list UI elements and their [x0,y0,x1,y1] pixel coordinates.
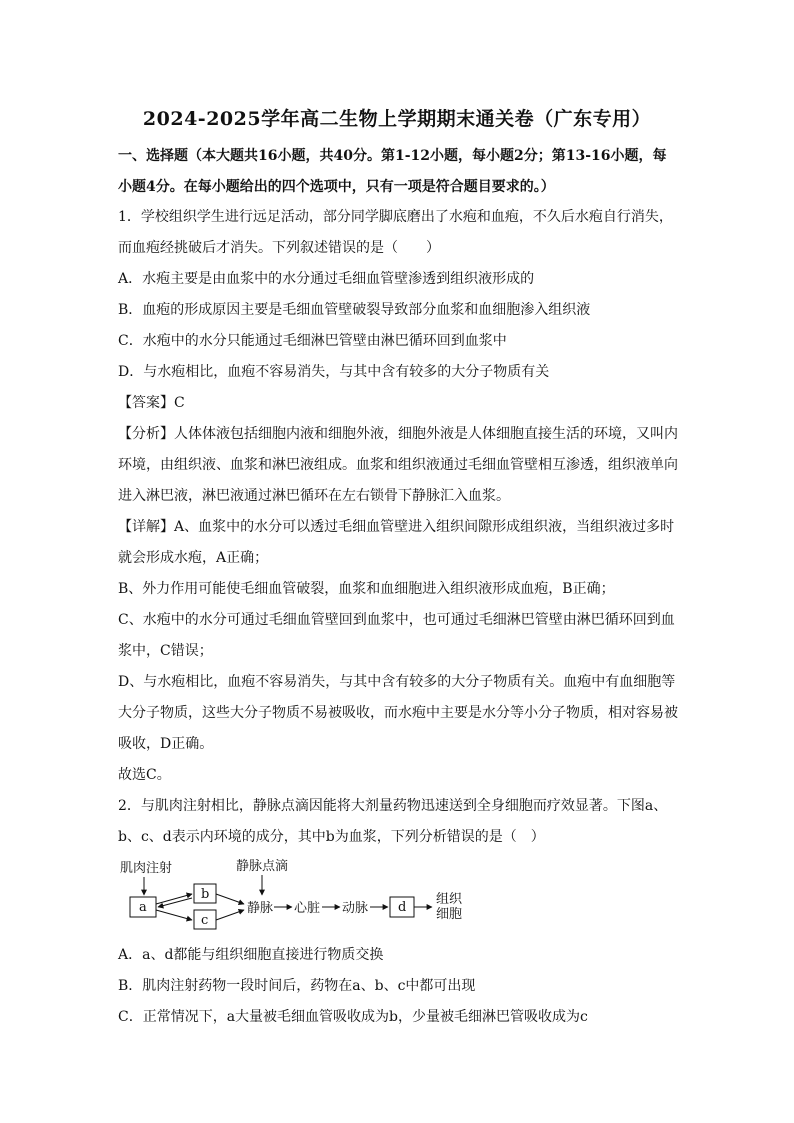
arrow-c-to-vein [216,910,244,920]
page-title: 2024-2025学年高二生物上学期期末通关卷（广东专用） [142,108,652,130]
option-b: B．肌肉注射药物一段时间后，药物在a、b、c中都可出现 [118,978,476,994]
question-stem-line: 1．学校组织学生进行远足活动，部分同学脚底磨出了水疱和血疱，不久后水疱自行消失， [118,209,673,225]
option-c: C．正常情况下，a大量被毛细血管吸收成为b，少量被毛细淋巴管吸收成为c [118,1009,588,1025]
analysis-line: 进入淋巴液，淋巴液通过淋巴循环在左右锁骨下静脉汇入血浆。 [118,488,510,504]
section-header-line: 一、选择题（本大题共16小题，共40分。第1-12小题，每小题2分；第13-16小题，每 [118,148,667,164]
detail-line: 故选C。 [118,767,171,783]
detail-line: 大分子物质，这些大分子物质不易被吸收，而水疱中主要是水分等小分子物质，相对容易被 [118,705,678,721]
detail-line: 就会形成水疱，A正确； [118,550,269,566]
question-stem-line: 而血疱经挑破后才消失。下列叙述错误的是（ ） [118,240,440,256]
arrow-b-to-vein [216,894,244,904]
vein-label: 静脉 [247,901,274,916]
arrow-a-to-c [156,910,192,920]
option-d: D．与水疱相比，血疱不容易消失，与其中含有较多的大分子物质有关 [118,364,550,380]
question-2-stem-line: b、c、d表示内环境的成分，其中b为血浆，下列分析错误的是（ ） [118,829,545,845]
detail-line: 浆中，C错误； [118,643,213,659]
option-a: A．a、d都能与组织细胞直接进行物质交换 [118,947,384,963]
box-d-label: d [398,900,407,915]
detail-line: C、水疱中的水分可通过毛细血管壁回到血浆中，也可通过毛细淋巴管壁由淋巴循环回到血 [118,612,675,628]
detail-line: B、外力作用可能使毛细血管破裂，血浆和血细胞进入组织液形成血疱，B正确； [118,581,615,597]
option-b: B．血疱的形成原因主要是毛细血管壁破裂导致部分血浆和血细胞渗入组织液 [118,302,591,318]
section-header-line: 小题4分。在每小题给出的四个选项中，只有一项是符合题目要求的。） [118,179,555,195]
box-c-label: c [201,913,209,928]
option-c: C．水疱中的水分只能通过毛细淋巴管壁由淋巴循环回到血浆中 [118,333,507,349]
artery-label: 动脉 [342,901,369,916]
analysis-line: 环境，由组织液、血浆和淋巴液组成。血浆和组织液通过毛细血管壁相互渗透，组织液单向 [118,457,678,473]
box-b-label: b [201,887,210,902]
option-a: A．水疱主要是由血浆中的水分通过毛细血管壁渗透到组织液形成的 [118,271,535,287]
detail-line: D、与水疱相比，血疱不容易消失，与其中含有较多的大分子物质有关。血疱中有血细胞等 [118,674,676,690]
analysis-line: 【分析】人体体液包括细胞内液和细胞外液，细胞外液是人体细胞直接生活的环境，又叫内 [118,426,678,442]
box-a-label: a [139,900,147,915]
heart-label: 心脏 [294,901,321,916]
question-2-stem-line: 2．与肌肉注射相比，静脉点滴因能将大剂量药物迅速送到全身细胞而疗效显著。下图a、 [118,798,668,814]
tissue-cell-label-2: 细胞 [436,907,463,922]
section-header [118,141,678,203]
muscle-injection-label: 肌肉注射 [120,861,173,876]
question-2-options [118,940,678,1033]
circulation-diagram [118,852,478,932]
answer-line: 【答案】C [118,395,185,411]
tissue-cell-label-1: 组织 [436,892,463,907]
iv-drip-label: 静脉点滴 [236,859,289,874]
question-1 [118,202,678,853]
detail-line: 吸收，D正确。 [118,736,214,752]
detail-line: 【详解】A、血浆中的水分可以透过毛细血管壁进入组织间隙形成组织液，当组织液过多时 [118,519,675,535]
